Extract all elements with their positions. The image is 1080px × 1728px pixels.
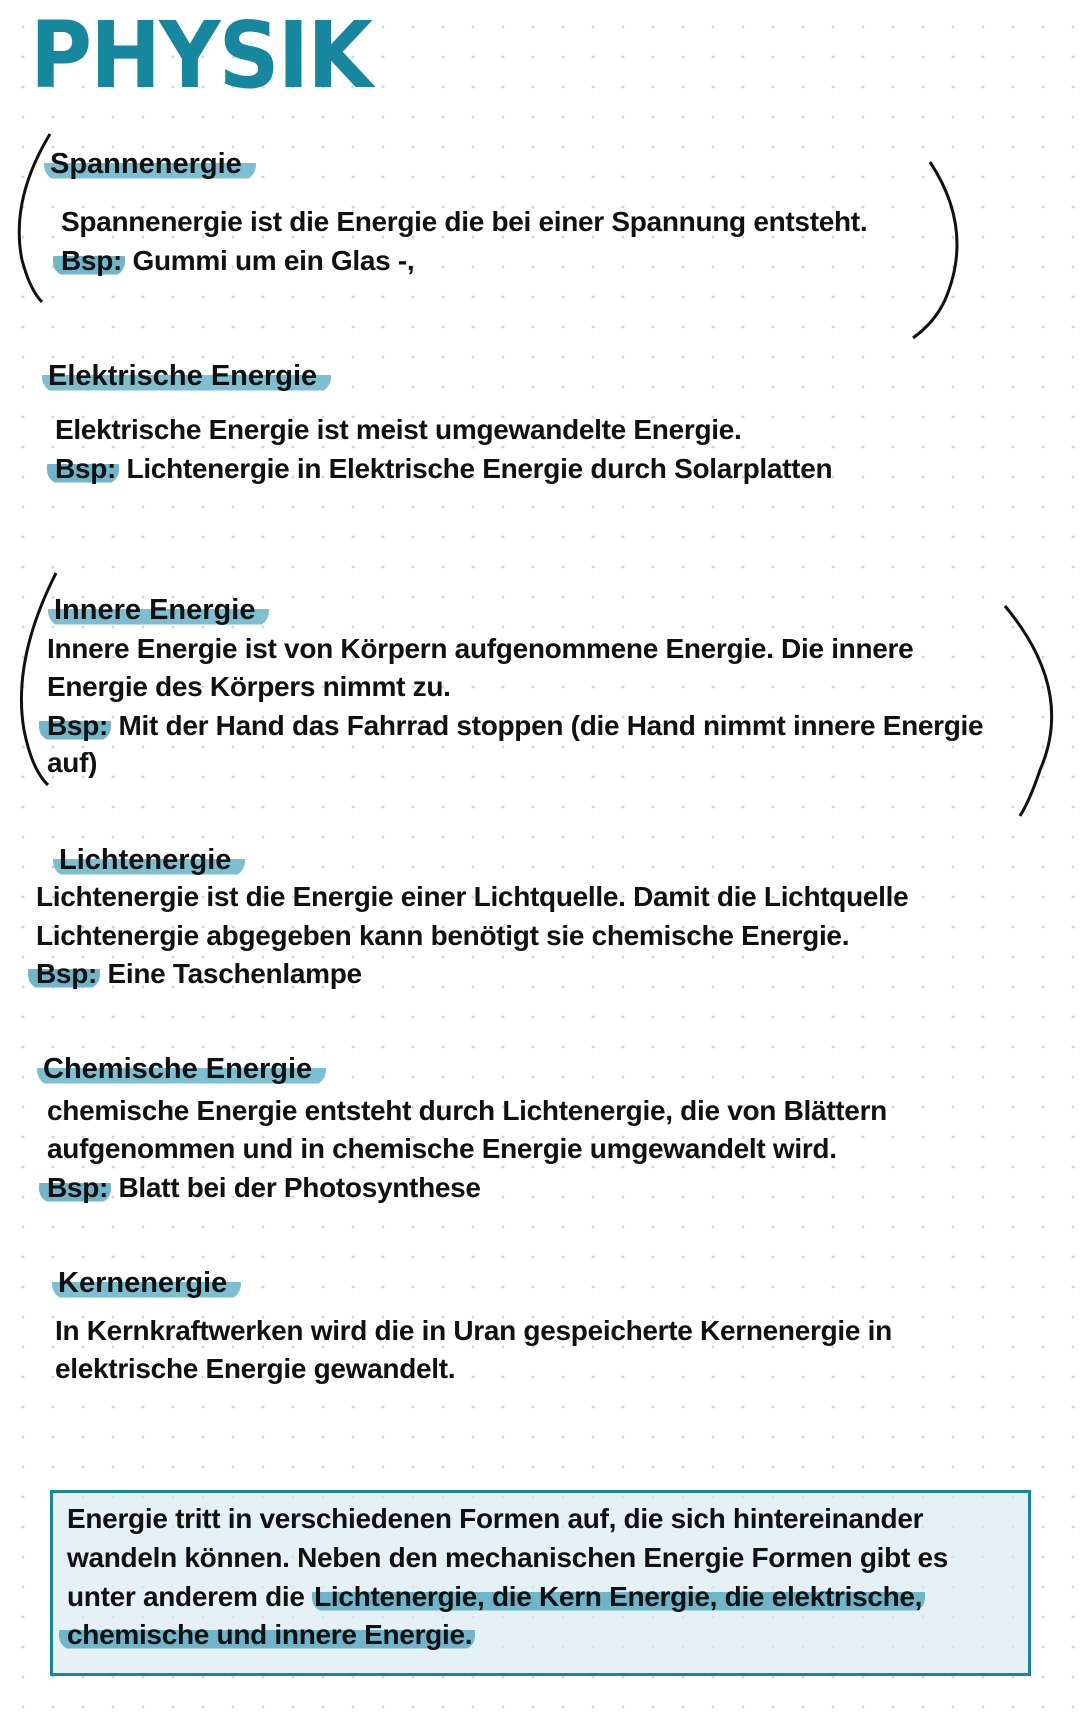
- text-line: Spannenergie ist die Energie die bei einer Spannung entsteht.: [61, 206, 868, 237]
- page-title: PHYSIK: [30, 2, 372, 109]
- summary-line: [67, 1581, 925, 1613]
- heading-kernenergie: Kernenergie: [52, 1267, 241, 1300]
- example-line: [55, 453, 832, 485]
- bsp-label: Bsp:: [28, 958, 100, 989]
- heading-spannenergie: Spannenergie: [44, 148, 256, 181]
- right-bracket-spannenergie: [913, 162, 957, 338]
- example-line: [61, 245, 414, 277]
- summary-line: [67, 1619, 475, 1651]
- text-line: Energie des Körpers nimmt zu.: [47, 671, 451, 702]
- example-line: [47, 1172, 481, 1204]
- text-line: aufgenommen und in chemische Energie umgewandelt wird.: [47, 1133, 837, 1164]
- summary-highlight: chemische und innere Energie.: [59, 1619, 475, 1650]
- text-line: Elektrische Energie ist meist umgewandelte Energie.: [55, 414, 742, 445]
- text-line: chemische Energie entsteht durch Lichtenergie, die von Blättern: [47, 1095, 887, 1126]
- summary-line: wandeln können. Neben den mechanischen Energie Formen gibt es: [67, 1542, 948, 1573]
- text-line: Lichtenergie ist die Energie einer Lichtquelle. Damit die Lichtquelle: [36, 881, 909, 912]
- text-line: auf): [47, 747, 98, 778]
- example-line: [36, 958, 362, 990]
- example-text: Gummi um ein Glas -,: [125, 245, 415, 276]
- summary-line: Energie tritt in verschiedenen Formen auf, die sich hintereinander: [67, 1503, 924, 1534]
- bsp-label: Bsp:: [53, 245, 125, 276]
- bsp-label: Bsp:: [47, 453, 119, 484]
- summary-text: unter anderem die: [67, 1581, 313, 1612]
- example-text: Blatt bei der Photosynthese: [111, 1172, 481, 1203]
- example-line: [47, 710, 983, 742]
- text-line: Lichtenergie abgegeben kann benötigt sie chemische Energie.: [36, 920, 850, 951]
- bsp-label: Bsp:: [39, 1172, 111, 1203]
- heading-innere-energie: Innere Energie: [48, 594, 269, 627]
- heading-lichtenergie: Lichtenergie: [53, 844, 245, 877]
- summary-highlight: Lichtenergie, die Kern Energie, die elektrische,: [312, 1581, 925, 1612]
- text-line: Innere Energie ist von Körpern aufgenommene Energie. Die innere: [47, 633, 914, 664]
- text-line: In Kernkraftwerken wird die in Uran gespeicherte Kernenergie in: [55, 1315, 892, 1346]
- heading-elektrische-energie: Elektrische Energie: [42, 360, 331, 393]
- text-line: elektrische Energie gewandelt.: [55, 1353, 456, 1384]
- example-text: Eine Taschenlampe: [100, 958, 362, 989]
- bsp-label: Bsp:: [39, 710, 111, 741]
- right-bracket-innere: [1005, 606, 1052, 816]
- heading-chemische-energie: Chemische Energie: [37, 1053, 326, 1086]
- example-text: Mit der Hand das Fahrrad stoppen (die Hand nimmt innere Energie: [111, 710, 984, 741]
- example-text: Lichtenergie in Elektrische Energie durch Solarplatten: [119, 453, 833, 484]
